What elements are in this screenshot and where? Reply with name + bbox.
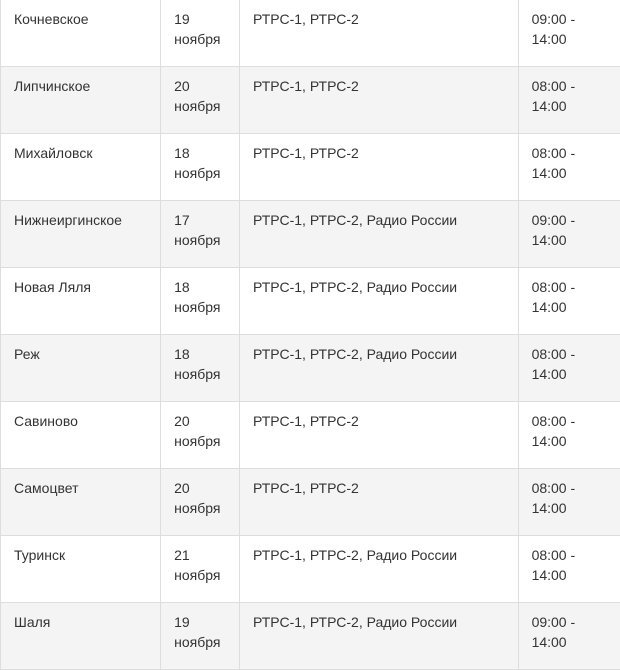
date-cell: 20 ноября [161,402,240,469]
table-row [1,268,620,335]
table-row [1,402,620,469]
time-end: 14:00 [532,163,617,183]
time-cell [518,134,620,201]
table-row [1,201,620,268]
date-cell: 18 ноября [161,134,240,201]
time-cell [518,335,620,402]
settlement-cell: Михайловск [1,134,161,201]
time-end: 14:00 [532,498,617,518]
channels-cell: РТРС-1, РТРС-2 [240,402,519,469]
channels-cell: РТРС-1, РТРС-2, Радио России [240,536,519,603]
time-end: 14:00 [532,29,617,49]
time-end: 14:00 [532,565,617,585]
time-start: 09:00 - [532,612,617,632]
settlement-cell: Кочневское [1,0,161,67]
channels-cell: РТРС-1, РТРС-2 [240,134,519,201]
time-cell [518,603,620,670]
table-row [1,134,620,201]
time-cell [518,67,620,134]
date-cell: 19 ноября [161,603,240,670]
settlement-cell: Реж [1,335,161,402]
time-end: 14:00 [532,364,617,384]
time-start: 08:00 - [532,478,617,498]
date-cell: 20 ноября [161,67,240,134]
time-cell [518,268,620,335]
time-start: 08:00 - [532,277,617,297]
channels-cell: РТРС-1, РТРС-2 [240,67,519,134]
settlement-cell: Липчинское [1,67,161,134]
channels-cell: РТРС-1, РТРС-2, Радио России [240,268,519,335]
channels-cell: РТРС-1, РТРС-2 [240,469,519,536]
date-cell: 17 ноября [161,201,240,268]
date-cell: 18 ноября [161,335,240,402]
channels-cell: РТРС-1, РТРС-2 [240,0,519,67]
time-start: 08:00 - [532,411,617,431]
settlement-cell: Туринск [1,536,161,603]
time-cell [518,402,620,469]
settlement-cell: Нижнеиргинское [1,201,161,268]
time-cell [518,536,620,603]
channels-cell: РТРС-1, РТРС-2, Радио России [240,201,519,268]
table-row [1,0,620,67]
table-row [1,603,620,670]
date-cell: 18 ноября [161,268,240,335]
table-row [1,67,620,134]
time-start: 08:00 - [532,76,617,96]
time-cell [518,0,620,67]
time-end: 14:00 [532,230,617,250]
time-cell [518,469,620,536]
table-row [1,536,620,603]
time-start: 08:00 - [532,545,617,565]
time-start: 08:00 - [532,143,617,163]
channels-cell: РТРС-1, РТРС-2, Радио России [240,603,519,670]
time-end: 14:00 [532,96,617,116]
time-end: 14:00 [532,297,617,317]
date-cell: 20 ноября [161,469,240,536]
table-row [1,335,620,402]
time-start: 09:00 - [532,210,617,230]
channels-cell: РТРС-1, РТРС-2, Радио России [240,335,519,402]
time-start: 08:00 - [532,344,617,364]
settlement-cell: Новая Ляля [1,268,161,335]
date-cell: 21 ноября [161,536,240,603]
settlement-cell: Шаля [1,603,161,670]
table-row [1,469,620,536]
time-cell [518,201,620,268]
date-cell: 19 ноября [161,0,240,67]
settlement-cell: Савиново [1,402,161,469]
time-start: 09:00 - [532,9,617,29]
settlement-cell: Самоцвет [1,469,161,536]
time-end: 14:00 [532,632,617,652]
schedule-table-body [1,0,620,670]
time-end: 14:00 [532,431,617,451]
